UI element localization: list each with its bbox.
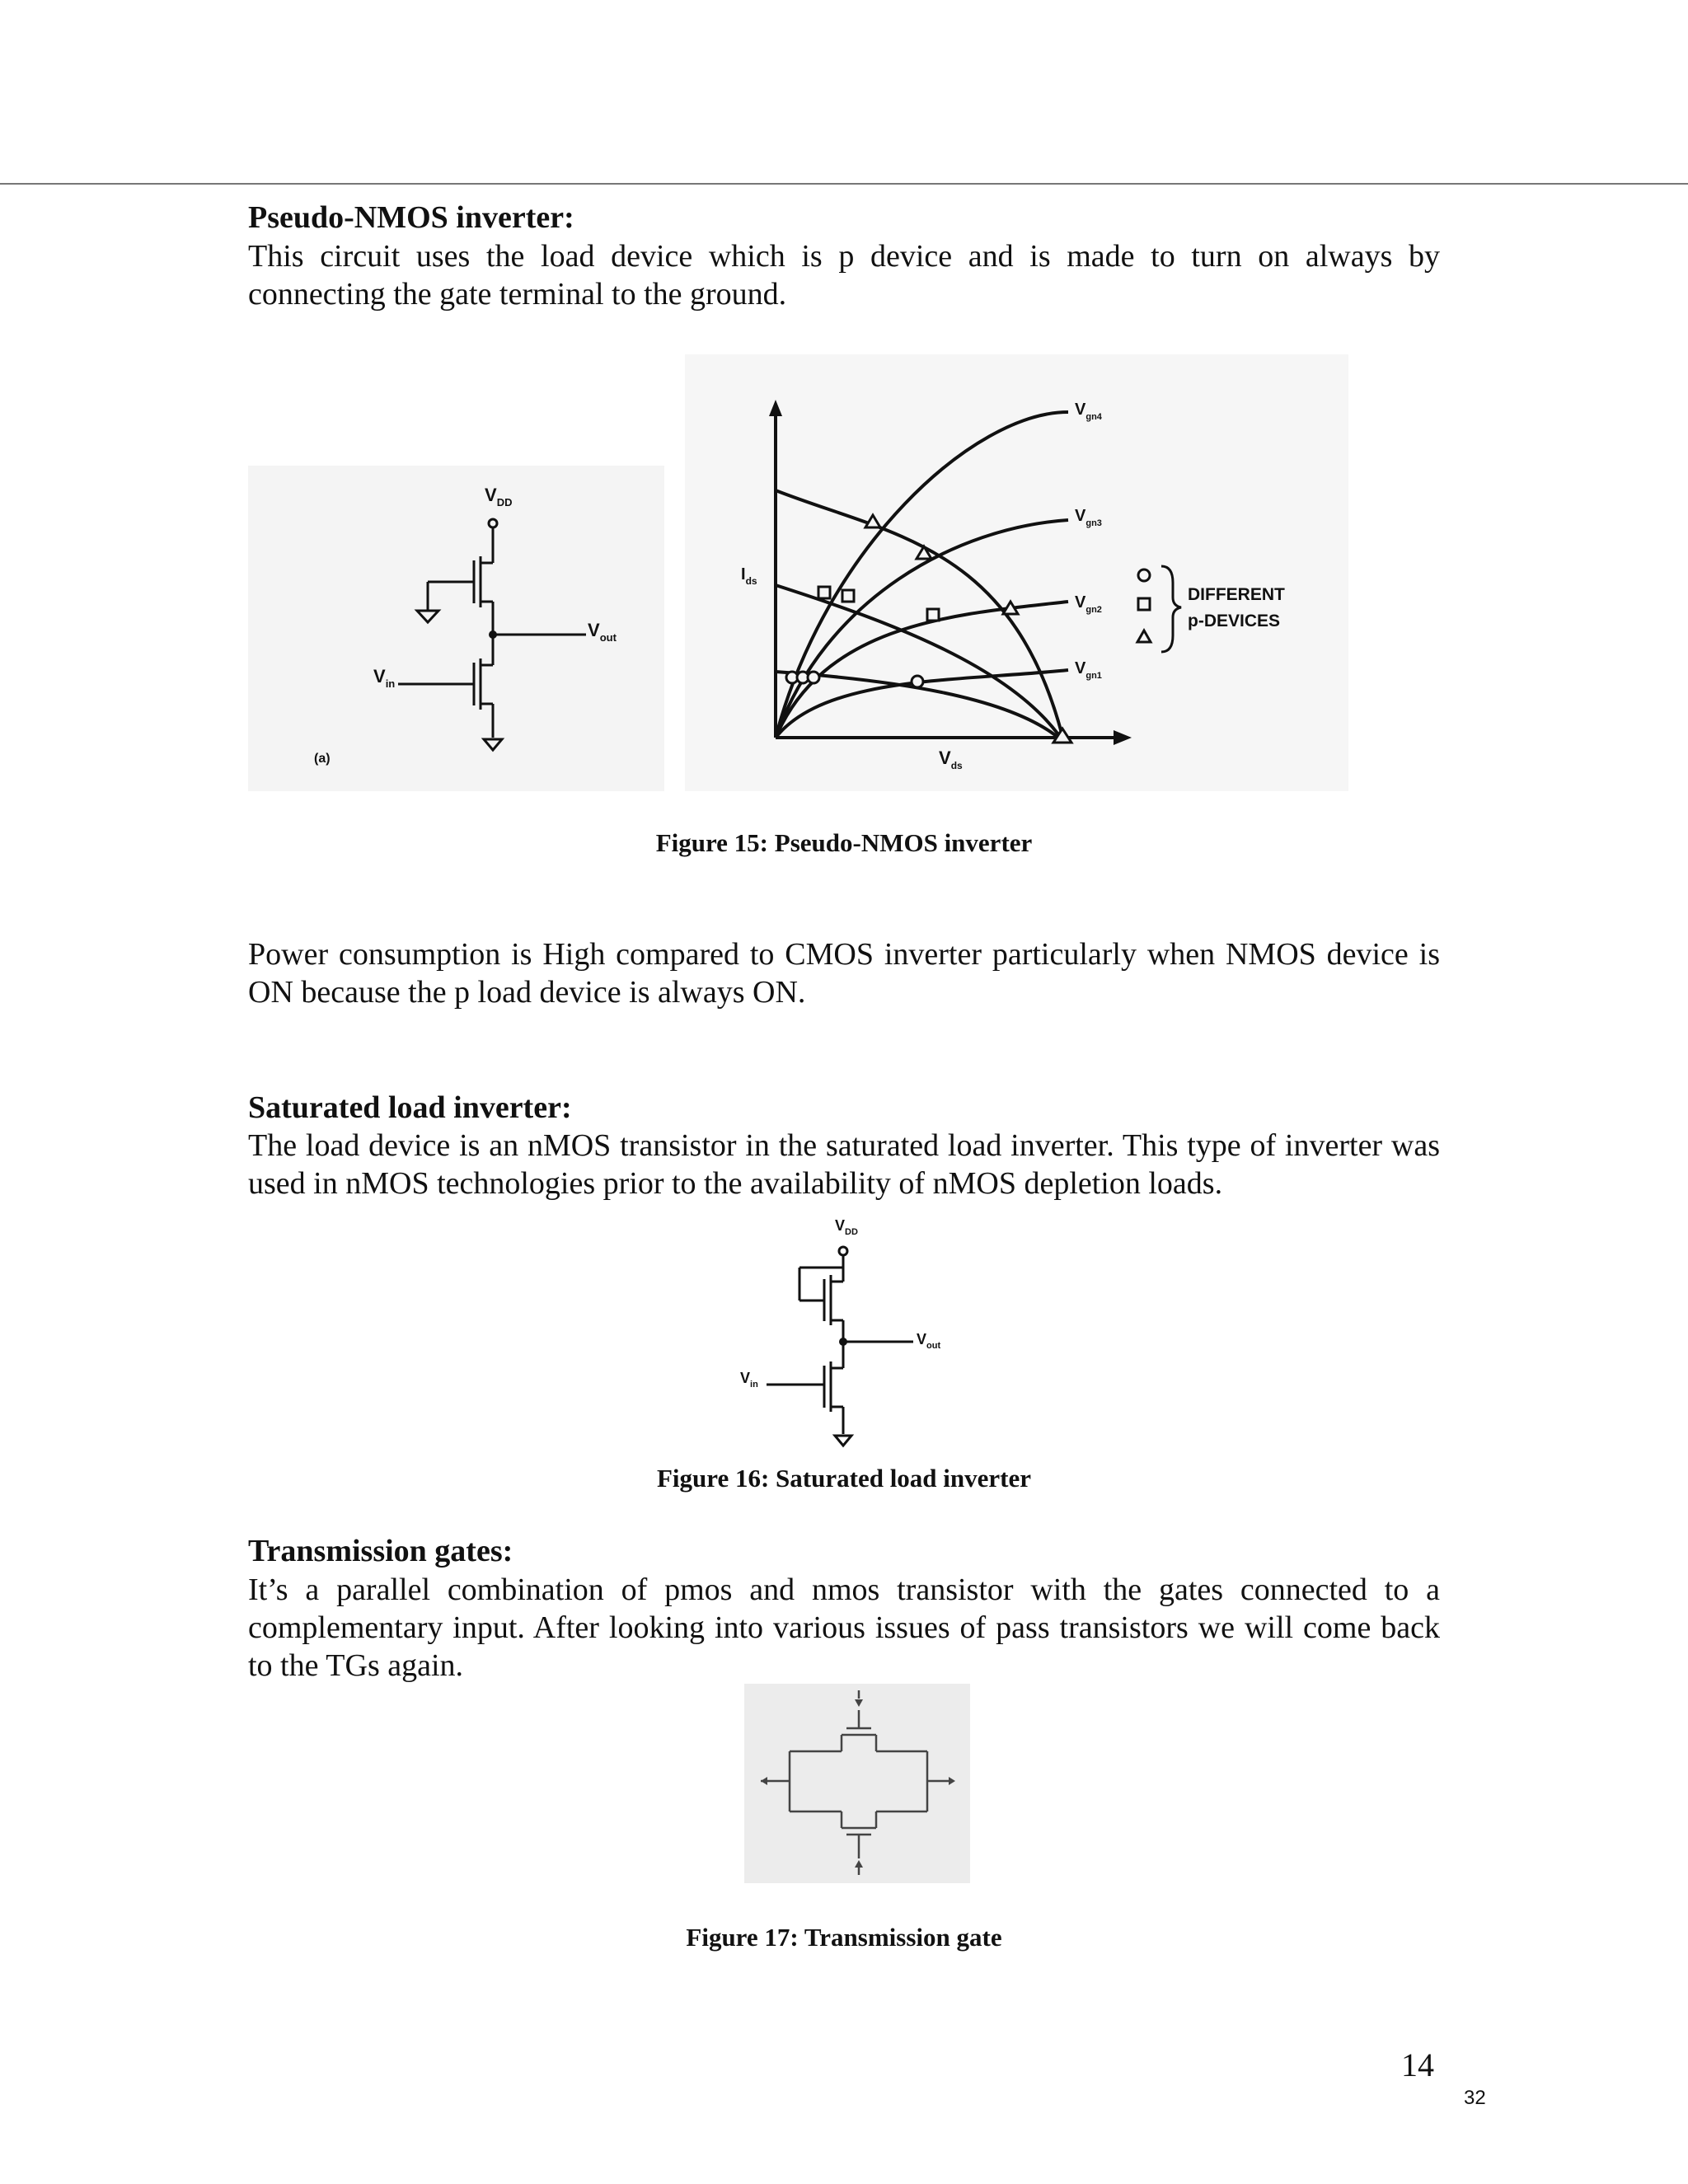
figure-17 — [744, 1684, 970, 1883]
point-square — [842, 590, 854, 602]
figure-16-caption: Figure 16: Saturated load inverter — [656, 1464, 1032, 1493]
vdd-label: $V_{DD}$ — [835, 1217, 858, 1237]
tg-panel-bg — [744, 1684, 970, 1883]
saturated-load-circuit — [767, 1247, 913, 1446]
vin-label: $V_{in}$ — [740, 1370, 758, 1390]
point-square — [818, 587, 830, 598]
paragraph-pseudo-nmos: This circuit uses the load device which is p device and is made to turn on always by connecting the gate terminal to the ground. — [248, 239, 1440, 312]
y-axis-label: $I_{ds}$ — [741, 565, 757, 587]
curve-label-vgn1: $V_{gn1}$ — [1075, 659, 1102, 681]
sheet-number: 32 — [1464, 2087, 1486, 2109]
paragraph-saturated-load: The load device is an nMOS transistor in the saturated load inverter. This type of inverter was used in nMOS technologies prior to the availability of nMOS depletion loads. — [248, 1128, 1440, 1201]
figure-17-drawing — [744, 1684, 970, 1883]
page-number: 14 — [1401, 2046, 1434, 2083]
legend-text-line1: DIFFERENT — [1188, 585, 1285, 604]
output-node-dot — [489, 630, 497, 639]
vin-label: $V_{in}$ — [373, 666, 396, 690]
figure-17-caption: Figure 17: Transmission gate — [686, 1923, 1002, 1952]
graph-panel-bg — [685, 354, 1348, 791]
legend-text-line2: p-DEVICES — [1188, 612, 1281, 630]
section-heading-saturated-load: Saturated load inverter: — [248, 1090, 572, 1125]
vout-label: $V_{out}$ — [588, 620, 617, 644]
figure-15 — [248, 350, 1348, 795]
figure-16-drawing — [725, 1212, 973, 1455]
paragraph-power-consumption: Power consumption is High compared to CMOS inverter particularly when NMOS device is ON because the p load device is always ON. — [248, 937, 1440, 1010]
panel-label: (a) — [314, 752, 331, 766]
point-square — [927, 609, 939, 621]
paragraph-transmission-gates: It’s a parallel combination of pmos and nmos transistor with the gates connected to a complementary input. After looking into various issues of pass transistors we will come back to the TGs again. — [248, 1572, 1440, 1683]
vdd-label: $V_{DD}$ — [485, 485, 513, 509]
x-axis-label: $V_{ds}$ — [939, 748, 963, 771]
vout-label: $V_{out}$ — [917, 1331, 941, 1351]
figure-15-caption: Figure 15: Pseudo-NMOS inverter — [655, 828, 1033, 857]
curve-label-vgn2: $V_{gn2}$ — [1075, 593, 1102, 615]
circuit-panel-bg — [248, 466, 664, 791]
figure-15-drawing — [248, 350, 1348, 795]
header-rule — [0, 183, 1688, 185]
output-node-dot — [839, 1338, 847, 1346]
section-heading-transmission-gates: Transmission gates: — [248, 1534, 513, 1568]
figure-16 — [725, 1212, 973, 1455]
curve-label-vgn3: $V_{gn3}$ — [1075, 507, 1102, 528]
section-heading-pseudo-nmos: Pseudo-NMOS inverter: — [248, 200, 574, 235]
point-circle — [912, 676, 923, 687]
curve-label-vgn4: $V_{gn4}$ — [1075, 401, 1102, 422]
point-circle — [808, 672, 819, 683]
